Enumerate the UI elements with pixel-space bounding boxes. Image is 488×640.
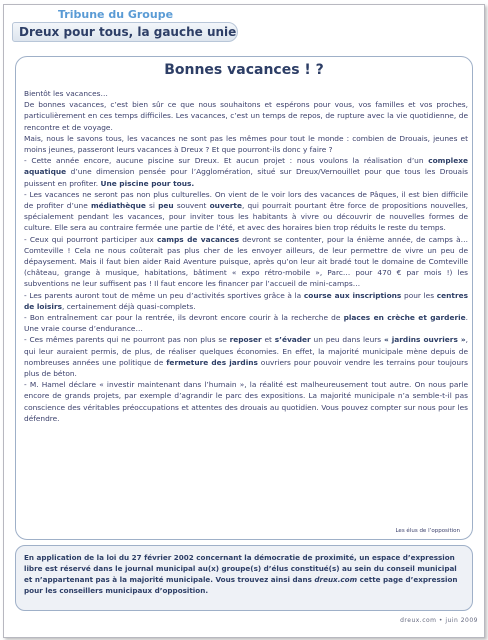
paragraph-emphasis: fermeture des jardins bbox=[166, 357, 258, 367]
legal-notice-box bbox=[15, 545, 473, 611]
article-title: Bonnes vacances ! ? bbox=[164, 62, 324, 78]
paragraph-text: devront se contenter, pour la énième année, de camps à… Comteville ! Cela ne nous coûterait pas plus cher de les envoyer ailleurs, de leur permettre de vivre un peu de dépaysement. Mais il faut bien aider Raid Aventure puisque, après qu’on leur ait bradé tout le domaine de Comteville (château, grange à musique, habitations, bâtiment « expo rétro-mobile », Parc… pour 470 € par mois !) les subventions ne leur suffisent pas ! Il faut encore les financer par l’accueil de mini-camps… bbox=[24, 234, 469, 289]
paragraph-text: si bbox=[145, 201, 159, 211]
paragraph-emphasis: peu bbox=[158, 201, 174, 211]
article-paragraph bbox=[24, 88, 468, 99]
paragraph-emphasis: course aux inscriptions bbox=[303, 290, 402, 300]
paragraph-text: - Les vacances ne seront pas non plus culturelles. On vient de le voir lors des vacances de Pâques, il est bien difficile de profiter d’une bbox=[24, 189, 468, 211]
article-paragraph bbox=[24, 155, 468, 189]
paragraph-text: Mais, nous le savons tous, les vacances ne sont pas les mêmes pour tout le monde : combien de Drouais, jeunes et moins jeunes, passeront leurs vacances à Dreux ? Et que pourront-ils donc y faire ? bbox=[24, 133, 468, 155]
article-paragraph bbox=[24, 189, 468, 234]
article-signature: Les élus de l’opposition bbox=[395, 528, 460, 534]
paragraph-text: - Cette année encore, aucune piscine sur Dreux. Et aucun projet : nous voulons la réalisation d’un bbox=[24, 156, 429, 166]
article-paragraph bbox=[24, 290, 468, 312]
paragraph-text: , qui pourrait pourtant être force de propositions nouvelles, spécialement pendant les vacances, pour inviter tous les habitants à vivre ou découvrir de nouvelles formes de culture. Elle sera au contraire fermée une partie de l’été, et avec des horaires bien trop réduits le reste du temps. bbox=[24, 201, 468, 233]
page-footer: dreux.com • juin 2009 bbox=[400, 617, 478, 624]
paragraph-text: ouvriers pour pouvoir vendre les terrains pour toujours plus de béton. bbox=[24, 357, 468, 379]
paragraph-emphasis: Une piscine pour tous. bbox=[100, 178, 195, 188]
article-body bbox=[24, 88, 468, 424]
paragraph-text: Bientôt les vacances… bbox=[24, 89, 108, 98]
paragraph-emphasis: reposer bbox=[229, 335, 262, 345]
article-paragraph bbox=[24, 334, 468, 379]
paragraph-text: , certainement déjà quasi-complets. bbox=[62, 301, 196, 311]
paragraph-text: - Bon entraînement car pour la rentrée, ils devront encore courir à la recherche de bbox=[24, 313, 344, 323]
article-paragraph bbox=[24, 312, 468, 334]
paragraph-text: - M. Hamel déclare « investir maintenant dans l’humain », la réalité est malheureusement tout autre. On nous parle encore de grands projets, par exemple d’agrandir le parc des expositions. La majorité municipale n’a semble-t-il pas conscience des véritables préoccupations et attentes des drouais au quotidien. Vous pouvez compter sur nous pour les défendre. bbox=[24, 380, 468, 423]
paragraph-text: , qui leur auraient permis, de plus, de réaliser quelques économies. En effet, la majorité municipale mène depuis de nombreuses années une politique de bbox=[24, 335, 469, 367]
paragraph-emphasis: ouverte bbox=[209, 201, 242, 211]
paragraph-emphasis: « jardins ouvriers » bbox=[383, 335, 466, 345]
paragraph-text: souvent bbox=[173, 201, 210, 211]
paragraph-text: De bonnes vacances, c’est bien sûr ce que nous souhaitons et espérons pour vous, vos familles et vos proches, particulièrement en ces temps difficiles. Les vacances, c’est un temps de repos, de rupture avec la vie quotidienne, de rencontre et de voyage. bbox=[24, 100, 468, 132]
header-kicker: Tribune du Groupe bbox=[58, 8, 174, 21]
paragraph-text: . Une vraie course d’endurance… bbox=[24, 313, 469, 334]
notice-text: cette page d’expression pour les conseillers municipaux d’opposition. bbox=[24, 575, 458, 595]
paragraph-text: - Ces mêmes parents qui ne pourront pas non plus se bbox=[24, 335, 230, 345]
group-name-tab: Dreux pour tous, la gauche unie bbox=[12, 22, 238, 42]
paragraph-text: pour les bbox=[401, 290, 437, 300]
paragraph-emphasis: places en crèche et garderie bbox=[343, 313, 466, 323]
article-paragraph bbox=[24, 133, 468, 155]
article-paragraph bbox=[24, 234, 468, 290]
paragraph-text: - Les parents auront tout de même un peu d’activités sportives grâce à la bbox=[24, 290, 304, 300]
paragraph-text: un peu dans leurs bbox=[310, 335, 384, 345]
paragraph-text: d’une dimension pensée pour l’Agglomération, situé sur Dreux/Vernouillet pour que tous les Drouais puissent en profiter. bbox=[24, 167, 468, 188]
paragraph-emphasis: médiathèque bbox=[90, 201, 146, 211]
paragraph-text: - Ceux qui pourront participer aux bbox=[24, 234, 157, 244]
paragraph-text: et bbox=[261, 335, 275, 345]
legal-notice-text bbox=[24, 552, 464, 596]
notice-text: En application de la loi du 27 février 2002 concernant la démocratie de proximité, un espace d’expression libre est réservé dans le journal municipal au(x) groupe(s) d’élus constitué(s) au sein du conseil municipal et n’appartenant pas à la majorité municipale. Vous trouvez ainsi dans bbox=[24, 553, 457, 584]
paragraph-emphasis: centres de loisirs bbox=[24, 290, 468, 311]
group-header bbox=[12, 8, 238, 42]
paragraph-emphasis: s’évader bbox=[274, 335, 311, 345]
article-paragraph bbox=[24, 379, 468, 424]
paragraph-emphasis: camps de vacances bbox=[156, 234, 240, 244]
notice-italic: dreux.com bbox=[314, 575, 358, 584]
paragraph-emphasis: complexe aquatique bbox=[24, 156, 468, 177]
article-paragraph bbox=[24, 99, 468, 133]
